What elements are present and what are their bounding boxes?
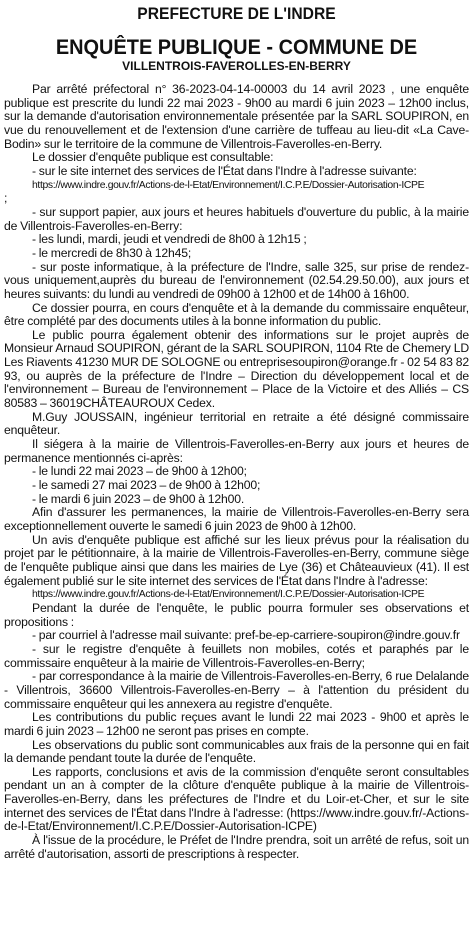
- notice-paragraph: Le public pourra également obtenir des informations sur le projet auprès de Monsieur Arnaud SOUPIRON, gérant de la SARL SOUPIRON, 1104 Rte de Chemery LD Les Riavents 41230 MUR DE SOLOGNE ou entreprisesoupiron@orange.fr - 02 54 83 82 93, ou auprès de la préfecture de l'Indre – Direction du développement local et de l'environnement – Bureau de l'environnement – Place de la Victoire et des Alliés – CS 80583 – 36019CHÂTEAUROUX Cedex.: [4, 327, 469, 411]
- notice-paragraph: Les observations du public sont communicables aux frais de la personne qui en fait la demande pendant toute la durée de l'enquête.: [4, 737, 469, 766]
- notice-paragraph: - sur le site internet des services de l'État dans l'Indre à l'adresse suivante:: [32, 163, 417, 178]
- notice-paragraph: ;: [4, 191, 8, 206]
- notice-paragraph: - par correspondance à la mairie de Villentrois-Faverolles-en-Berry, 6 rue Delalande - Villentrois, 36600 Villentrois-Faverolles-en-Berry – à l'attention du président du commissaire enquêteur qui les annexera au registre d'enquête.: [4, 669, 469, 711]
- notice-title: ENQUÊTE PUBLIQUE - COMMUNE DE: [55, 36, 418, 59]
- notice-paragraph: - sur poste informatique, à la préfecture de l'Indre, salle 325, sur prise de rendez-vous uniquement,auprès du bureau de l'environnement (02.54.29.50.00), aux jours et heures suivants: du lundi au vendredi de 09h00 à 12h00 et de 14h00 à 16h00.: [4, 259, 469, 301]
- notice-paragraph: - sur le registre d'enquête à feuillets non mobiles, cotés et paraphés par le commissaire enquêteur à la mairie de Villentrois-Faverolles-en-Berry;: [4, 641, 469, 670]
- notice-paragraph: - par courriel à l'adresse mail suivante: pref-be-ep-carriere-soupiron@indre.gouv.fr: [32, 628, 460, 643]
- notice-paragraph: - le samedi 27 mai 2023 – de 9h00 à 12h00;: [32, 478, 261, 493]
- commune-name: VILLENTROIS-FAVEROLLES-EN-BERRY: [122, 59, 351, 73]
- notice-paragraph: - le lundi 22 mai 2023 – de 9h00 à 12h00;: [32, 464, 247, 479]
- notice-paragraph: M.Guy JOUSSAIN, ingénieur territorial en retraite a été désigné commissaire enquêteur.: [4, 409, 469, 438]
- notice-paragraph: À l'issue de la procédure, le Préfet de l'Indre prendra, soit un arrêté de refus, soit un arrêté d'autorisation, assorti de prescriptions à respecter.: [4, 833, 469, 861]
- notice-paragraph: - le mardi 6 juin 2023 – de 9h00 à 12h00.: [32, 491, 245, 506]
- notice-paragraph: - sur support papier, aux jours et heures habituels d'ouverture du public, à la mairie de Villentrois-Faverolles-en-Berry:: [4, 204, 469, 233]
- notice-paragraph: Les rapports, conclusions et avis de la commission d'enquête seront consultables pendant un an à compter de la clôture d'enquête publique à la mairie de Villentrois-Faverolles-en-Berry, dans les préfectures de l'Indre et du Loir-et-Cher, et sur le site internet des services de l'État dans l'Indre à l'adresse: (https://www.indre.gouv.fr/-Actions-de-l-Etat/Environnement/I.C.P.E/Dossier-Autorisation-ICPE): [4, 764, 469, 834]
- url-line: https://www.indre.gouv.fr/Actions-de-l-Etat/Environnement/I.C.P.E/Dossier-Autorisation-ICPE: [32, 589, 425, 601]
- notice-body: [4, 83, 469, 861]
- notice-paragraph: Le dossier d'enquête publique est consultable:: [32, 150, 274, 165]
- notice-paragraph: Les contributions du public reçues avant le lundi 22 mai 2023 - 9h00 et après le mardi 6 juin 2023 – 12h00 ne seront pas prises en compte.: [4, 710, 469, 738]
- notice-paragraph: Pendant la durée de l'enquête, le public pourra formuler ses observations et propositions :: [4, 600, 469, 629]
- notice-paragraph: - les lundi, mardi, jeudi et vendredi de 8h00 à 12h15 ;: [32, 232, 307, 247]
- notice-paragraph: Par arrêté préfectoral n° 36-2023-04-14-00003 du 14 avril 2023 , une enquête publique est prescrite du lundi 22 mai 2023 - 9h00 au mardi 6 juin 2023 – 12h00 inclus, sur la demande d'autorisation environnementale présentée par la SARL SOUPIRON, en vue du renouvellement et de l'extension d'une carrière de tuffeau au lieu-dit «La Cave-Bodin» sur le territoire de la commune de Villentrois-Faverolles-en-Berry.: [4, 82, 469, 151]
- url-line: https://www.indre.gouv.fr/Actions-de-l-Etat/Environnement/I.C.P.E/Dossier-Autorisation-ICPE: [32, 179, 425, 191]
- prefecture-title: PREFECTURE DE L'INDRE: [137, 4, 336, 23]
- notice-paragraph: Il siégera à la mairie de Villentrois-Faverolles-en-Berry aux jours et heures de permanence mentionnés ci-après:: [4, 437, 469, 465]
- notice-paragraph: - le mercredi de 8h30 à 12h45;: [32, 245, 192, 260]
- notice-paragraph: Afin d'assurer les permanences, la mairie de Villentrois-Faverolles-en-Berry sera exceptionnellement ouverte le samedi 6 juin 2023 de 9h00 à 12h00.: [4, 505, 469, 533]
- notice-paragraph: Un avis d'enquête publique est affiché sur les lieux prévus pour la réalisation du projet par le pétitionnaire, à la mairie de Villentrois-Faverolles-en-Berry, commune siège de l'enquête publique ainsi que dans les mairies de Lye (36) et Châteauvieux (41). Il est également publié sur le site internet des services de l'État dans l'Indre à l'adresse:: [4, 532, 469, 588]
- notice-paragraph: Ce dossier pourra, en cours d'enquête et à la demande du commissaire enquêteur, être complété par des documents utiles à la bonne information du public.: [4, 300, 469, 329]
